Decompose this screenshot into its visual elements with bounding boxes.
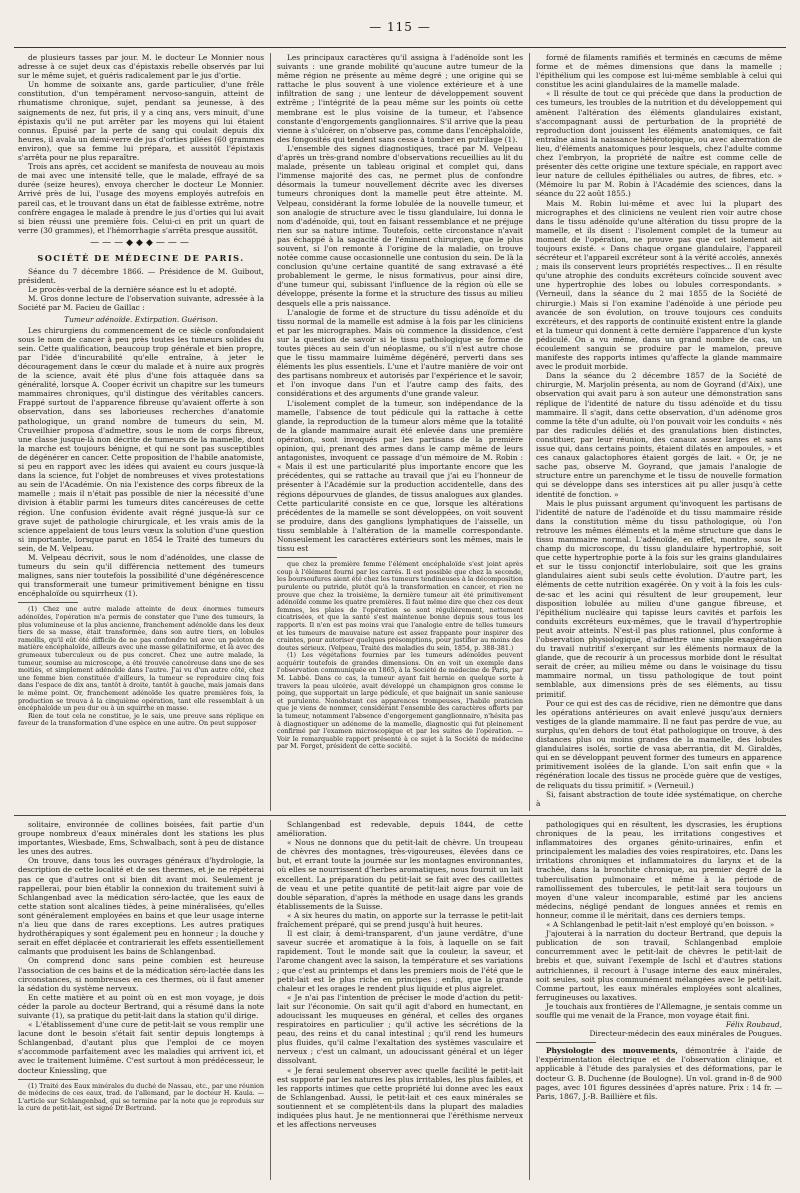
footnote-rule <box>277 557 337 558</box>
column-divider <box>529 53 530 811</box>
paragraph: « L'établissement d'une cure de petit-lait se vous remplir une lacune dont le besoin s'était fait sentir depuis longtemps à Schlangenbad, d'autant plus que l'emploi de ce moyen s'accommode parfaitement avec les maladies qui arrivent ici, et avec le traitement luimême. C'est surtout à mon prédécesseur, le docteur Kniessling, que <box>18 1020 264 1075</box>
upper-column-2 <box>277 53 523 811</box>
lower-column-1 <box>18 820 264 1180</box>
footnote: (1) Chez une autre malade atteinte de deux énormes tumeurs adénoïdes, l'opération m'a permis de constater que l'une des tumeurs, la plus volumineuse et la plus ancienne, franchement adénoïde dans les deux tiers de sa masse, était transformée, dans son autre tiers, en lobules ramollis, qu'il eût été difficile de ne pas confondre tel avec un peloton de matière encéphaloïde, ailleurs avec une masse gélatiniforme, et là avec des grumeaux tuberculeux ou de pus concret. Chez une autre malade, la tumeur, soumise au microscope, a été trouvée cancéreuse dans une de ses moitiés, et simplement adénoïde dans l'autre. J'ai vu d'un autre côté, chez une femme bien constituée d'ailleurs, la tumeur se reproduire cinq fois dans l'espace de dix ans, tantôt à droite, tantôt à gauche, mais jamais dans le même point. Or, franchement adénoïde les quatre premières fois, la production se trouva à la cinquième opération, tant elle ressemblait à un encéphaloïde un peu dur ou à un squirrhe en masse. <box>18 605 264 713</box>
paragraph: Dans la séance du 2 décembre 1857 de la Société de chirurgie, M. Marjolin présenta, au nom de Goyrand (d'Aix), une observation qui avait paru à son auteur une démonstration sans réplique de l'identité de nature du tissu adénoïde et du tissu mammaire. Il s'agit, dans cette observation, d'un adénome gros comme la tête d'un adulte, où l'on pouvait voir les conduits « nés par des radicules déliés et des granulations bien distinctes, constituer, par leur réunion, des canaux assez larges et sans issue qui, dans certains points, étaient dilatés en ampoules, » et ces canaux galactophores étaient gorgés de lait. « Or, je ne sache pas, observe M. Goyrand, que jamais l'analogie de structure entre un parenchyme et le tissu de nouvelle formation qui se développe dans ses interstices ait pu aller jusqu'à cette identité de fonction. » <box>536 371 782 499</box>
paragraph: pathologiques qui en résultent, les dyscrasies, les éruptions chroniques de la peau, les irritations congestives et inflammatoires des organes génito-urinaires, enfin et principalement les maladies des voies respiratoires, etc. Dans les irritations chroniques et inflammatoires du larynx et de la trachée, dans la bronchite chronique, au premier degré de la tuberculisation pulmonaire et même à la période de ramollissement des tubercules, le petit-lait sera toujours un moyen d'une valeur incomparable, estimé par les anciens médecins, négligé pendant de longues années et remis en honneur, comme il le méritait, dans ces derniers temps. <box>536 820 782 920</box>
paragraph: J'ajouterai à la narration du docteur Bertrand, que depuis la publication de son travail, Schlangenbad emploie concurremment avec le petit-lait de chèvres le petit-lait de brebis et que, suivant l'exemple de Ischl et d'autres stations autrichiennes, il recourt à l'usage interne des eaux minérales, soit seules, soit plus communément mélangées avec le petit-lait. Comme partout, les eaux minérales employées sont alcalines, ferrugineuses ou laxatives. <box>536 929 782 1002</box>
book-title: Physiologie des mouvements, <box>546 1046 678 1056</box>
paragraph: Les chirurgiens du commencement de ce siècle confondaient sous le nom de cancer à peu près toutes les tumeurs solides du sein. Cette qualification, beaucoup trop générale et bien propre, par l'idée d'incurabilité qu'elle entraîne, à jeter le découragement dans le cœur du malade et à nuire aux progrès de la science, avait été plus d'une fois attaquée dans sa généralité, lorsque A. Cooper écrivit un chapitre sur les tumeurs mammaires chroniques, qu'il distingue des véritables cancers. Frappé surtout de l'apparence fibreuse qu'avaient offerte à son observation, dans ses laborieuses recherches d'anatomie pathologique, un grand nombre de tumeurs du sein, M. Cruveilhier proposa d'admettre, sous le nom de corps fibreux, une classe jusque-là non décrite de tumeurs de la mamelle, dont la marche est toujours bénigne, et qui ne sont pas susceptibles de dégénérer en cancer. Cette proposition de l'habile anatomiste, si peu en rapport avec les idées qui avaient eu cours jusque-là dans la science, fut l'objet de nombreuses et vives protestations au sein de l'Académie. On nia l'existence des corps fibreux de la mamelle ; mais il n'était pas possible de nier la nécessité d'une division à établir parmi les tumeurs dites cancéreuses de cette région. Une confusion évidente avait régné jusque-là sur ce grave sujet de pathologie chirurgicale, et les vrais amis de la science appelaient de tous leurs vœux la solution d'une question si importante, lorsque parut en 1854 le Traité des tumeurs du sein, de M. Velpeau. <box>18 325 264 553</box>
author-title: Directeur-médecin des eaux minérales de Pougues. <box>589 1029 782 1039</box>
paragraph: Je touchais aux frontières de l'Allemagne, je sentais comme un souffle qui me venait de la France, mon voyage était fini. <box>536 1001 782 1020</box>
band-divider <box>14 815 786 816</box>
article-subtitle: Tumeur adénoïde. Extirpation. Guérison. <box>64 314 218 324</box>
column-divider <box>529 820 530 1180</box>
paragraph: « A six heures du matin, on apporte sur la terrasse le petit-lait fraîchement préparé, qui se prend jusqu'à huit heures. <box>277 910 523 930</box>
column-divider <box>270 820 271 1180</box>
footnote-rule <box>18 1079 78 1080</box>
section-title: SOCIÉTÉ DE MÉDECINE DE PARIS. <box>37 252 245 263</box>
paragraph: formé de filaments ramifiés et terminés en cæcums de même forme et de mêmes dimensions que dans la mamelle ; l'épithélium qui les compose est lui-même semblable à celui qui constitue les acini glandulaires de la mamelle malade. <box>536 53 782 90</box>
paragraph: M. Velpeau décrivit, sous le nom d'adénoïdes, une classe de tumeurs du sein qu'il différencia nettement des tumeurs malignes, sans nier toutefois la possibilité d'une dégénérescence qui transformerait une tumeur primitivement bénigne en tissu encéphaloïde ou squirrheux (1). <box>18 552 264 599</box>
paragraph: L'isolement complet de la tumeur, son indépendance de la mamelle, l'absence de tout pédicule qui la rattache à cette glande, la reproduction de la tumeur alors même que la totalité de la glande mammaire aurait été enlevée dans une première opération, sont invoqués par les partisans de la première opinion, qui, prenant des armes dans le camp même de leurs antagonistes, invoquent ce passage d'un mémoire de M. Robin : « Mais il est une particularité plus importante encore que les précédentes, qui se rattache au travail que j'ai eu l'honneur de présenter à l'Académie sur la production accidentelle, dans des régions dépourvues de glandes, de tissus analogues aux glandes. Cette particularité consiste en ce que, lorsque les altérations précédentes de la mamelle se sont développées, on voit souvent se produire, dans des ganglions lymphatiques de l'aisselle, un tissu semblable à l'altération de la mamelle correspondante. Nonseulement les caractères extérieurs sont les mêmes, mais le tissu est <box>277 398 523 554</box>
paragraph: « Il résulte de tout ce qui précède que dans la production de ces tumeurs, les troubles de la nutrition et du développement qui amènent l'altération des éléments glandulaires existant, s'accompagnant aussi de perturbation de la propriété de reproduction dont jouissent les éléments anatomiques, ce fait entraîne ainsi la naissance hétérotopique, ou avec aberration de lieu, d'éléments anatomiques pour lesquels, chez l'adulte comme chez l'embryon, la propriété de naître est comme celle de présenter dès cette origine une texture spéciale, en rapport avec leur nature de cellules épithéliales ou autres, de fibres, etc. » (Mémoire lu par M. Robin à l'Académie des sciences, dans la séance du 22 août 1855.) <box>536 89 782 199</box>
footnote: que chez la première femme l'élément encéphaloïde s'est joint après coup à l'élément fourni par les carrés. Il est possible que chez la seconde, les boursoufures aient été chez les tumeurs tendineuses à la décomposition purulente ou putride, plutôt qu'à la transformation en cancer, et rien ne prouve que chez la troisième, la dernière tumeur ait été primitivement adénoïde comme les quatre premières. Il faut même dire que chez ces deux femmes, les plaies de l'opération se sont régulièrement, nettement cicatrisées, et que la santé s'est maintenue bonne depuis sous tous les rapports. Il n'en est pas moins vrai que l'analogie entre de telles tumeurs et les tumeurs de mauvaise nature est assez frappante pour inspirer des craintes, pour autoriser quelques présomptions, pour justifier au moins des doutes sérieux. (Velpeau, Traité des maladies du sein, 1854, p. 388-381.) <box>277 560 523 652</box>
paragraph: solitaire, environnée de collines boisées, fait partie d'un groupe nombreux d'eaux minérales dont les stations les plus importantes, Wiesbade, Ems, Schwalbach, sont à peu de distance les unes des autres. <box>18 820 264 857</box>
paragraph: Mais le plus puissant argument qu'invoquent les partisans de l'identité de nature de l'adénoïde et du tissu mammaire réside dans la constitution même du tissu pathologique, où l'on retrouve les mêmes éléments et la même structure que dans le tissu mammaire normal. L'adénoïde, en effet, montre, sous le champ du microscope, du tissu glandulaire hypertrophié, soit que cette hypertrophie porte à la fois sur les grains glandulaires et sur le tissu conjonctif interlobulaire, soit que les grains glandulaires aient subi seuls cette évolution. D'autre part, les éléments de cette nutrition exagérée. On y voit à la fois les culs-de-sac et les acini qui résultent de leur groupement, leur disposition lobulée au milieu d'une gangue fibreuse, et l'épithélium nucléaire qui tapisse leurs cavités et parfois les conduits excréteurs eux-mêmes, que le travail d'hypertrophie peut avoir atteints. N'est-il pas plus rationnel, plus conforme à l'observation physiologique, d'admettre une simple exagération du travail nutritif s'exerçant sur les éléments normaux de la glande, que de recourir à un processus morbide dont le résultat serait de créer, au milieu même ou dans le voisinage du tissu mammaire normal, un tissu pathologique de tout point semblable, aux dimensions près de ses éléments, au tissu primitif. <box>536 498 782 699</box>
paragraph: L'analogie de forme et de structure du tissu adénoïde et du tissu normal de la mamelle est admise à la fois par les cliniciens et par les micrographes. Mais où commence la dissidence, c'est sur la question de savoir si le tissu pathologique se forme de toutes pièces au sein d'un néoplasme, ou s'il n'est autre chose que le tissu mammaire luimême dégénéré, perverti dans ses éléments les plus essentiels. L'une et l'autre manière de voir ont des partisans nombreux et autorisés par l'expérience et le savoir, et l'on invoque dans l'un et l'autre camp des faits, des considérations et des arguments d'une grande valeur. <box>277 307 523 399</box>
upper-column-1 <box>18 53 264 811</box>
page-number: — 115 — <box>369 20 431 34</box>
paragraph: Le procès-verbal de la dernière séance est lu et adopté. <box>28 285 237 295</box>
footnote: (1) Les végétations fournies par les tumeurs adénoïdes peuvent acquérir toutefois de grandes dimensions. On en voit un exemple dans l'observation communiquée en 1865, à la Société de médecine de Paris, par M. Labbé. Dans ce cas, la tumeur ayant fait hernie en quelque sorte à travers la peau ulcérée, avait développé un champignon gros comme le poing, que supportait un large pédicule, et que baignait un sanie sanieuse et purulente. Nonobstant ces apparences trompeuses, l'habile praticien que je viens de nommer, considérant l'ensemble des caractères offerts par la tumeur, notamment l'absence d'engorgement ganglionnaire, n'hésita pas à diagnostiquer un adénome de la mamelle, diagnostic qui fut pleinement confirmé par l'examen microscopique et par les suites de l'opération. — Voir le remarquable rapport présenté à ce sujet à la Société de médecine par M. Forget, président de cette société. <box>277 651 523 751</box>
lower-column-2 <box>277 820 523 1180</box>
paragraph: Schlangenbad est redevable, depuis 1844, de cette amélioration. <box>277 820 523 839</box>
paragraph: Si, faisant abstraction de toute idée systématique, on cherche à <box>536 789 782 808</box>
author-signature: Félix Roubaud, <box>725 1020 782 1030</box>
column-divider <box>270 53 271 811</box>
paragraph: « A Schlangenbad le petit-lait n'est employé qu'en boisson. » <box>546 920 775 930</box>
paragraph: « Nous ne donnons que du petit-lait de chèvre. Un troupeau de chèvres des montagnes, très-vigoureuses, élevées dans ce but, et errant toute la journée sur les montagnes environnantes, où elles se nourrissent d'herbes aromatiques, nous fournit un lait excellent. La préparation du petit-lait se fait avec des caillettes de veau et une petite quantité de petit-lait aigre par voie de double séparation, d'après la méthode en usage dans les grands établissements de la Suisse. <box>277 838 523 911</box>
paragraph: « Je ferai seulement observer avec quelle facilité le petit-lait est supporté par les natures les plus irritables, les plus faibles, et les rapports intimes que cette propriété lui donne avec les eaux de Schlangenbad. Aussi, le petit-lait et ces eaux minérales se soutiennent et se complètent-ils dans la plupart des maladies indiquées plus haut. Je ne mentionnerai que l'éréthisme nerveux et les affections nerveuses <box>277 1065 523 1130</box>
paragraph: L'ensemble des signes diagnostiques, tracé par M. Velpeau d'après un très-grand nombre d'observations recueillies au lit du malade, présente un tableau original et complet qui, dans l'immense majorité des cas, ne permet plus de confondre désormais la tumeur nouvellement décrite avec les diverses tumeurs chroniques dont la mamelle peut être atteinte. M. Velpeau, considérant la forme lobulée de la nouvelle tumeur, et son analogie de structure avec le tissu glandulaire, lui donna le nom d'adénoïde, qui, tout en faisant ressemblance et ne préjuge rien sur sa nature intime. Toutefois, cette circonstance n'avait pas échappé à la sagacité de l'éminent chirurgien, que le plus souvent, si l'on remonte à l'origine de la maladie, on trouve notée comme cause occasionnelle une contusion du sein. De là la conclusion qu'une certaine quantité de sang extravasé a été probablement le germe, le nisus formativus, pour ainsi dire, d'une tumeur qui, subissant l'influence de la région où elle se développe, présente la forme et la structure des tissus au milieu desquels elle a pris naissance. <box>277 143 523 308</box>
paragraph: On comprend donc sans peine combien est heureuse l'association de ces bains et de la médication séro-lactée dans les circonstances, si nombreuses en ces thermes, où il faut amener la sédation du système nerveux. <box>18 956 264 993</box>
section-rule <box>536 1042 596 1043</box>
section-ornament: ———◆◆◆——— <box>90 237 192 248</box>
paragraph: Trois ans après, cet accident se manifesta de nouveau au mois de mai avec une intensité telle, que le malade, effrayé de sa durée (seize heures), envoya chercher le docteur Le Monnier. Arrivé près de lui, l'usage des moyens employés autrefois en pareil cas, et le trouvant dans un état de faiblesse extrême, notre confrère engagea le malade à prendre le jus d'orties qui lui avait si bien réussi une première fois. Celui-ci en prit un quart de verre (30 grammes), et l'hémorrhagie s'arrêta presque aussitôt. <box>18 162 264 235</box>
footnote: Rien de tout cela ne constitue, je le sais, une preuve sans réplique en faveur de la transformation d'une espèce en une autre. On peut supposer <box>18 711 264 728</box>
paragraph: En cette matière et au point où en est mon voyage, je dois céder la parole au docteur Bertrand, qui a résumé dans la note suivante (1), sa pratique du petit-lait dans la station qu'il dirige. <box>18 992 264 1020</box>
paragraph: Les principaux caractères qu'il assigna à l'adénoïde sont les suivants : une grande mobilité qu'aucune autre tumeur de la même région ne présente au même degré ; une origine qui se rattache le plus souvent à une violence extérieure et à une infiltration de sang ; une lenteur de développement souvent extrême ; l'intégrité de la peau même sur les points où cette membrane est le plus voisine de la tumeur, et l'absence constante d'engorgements ganglionnaires. S'il arrive que la peau vienne à s'ulcérer, on n'observe pas, comme dans l'encéphaloïde, des fongosités qui tendent sans cesse à tomber en putrilage (1). <box>277 53 523 144</box>
paragraph: de plusieurs tasses par jour. M. le docteur Le Monnier nous adresse à ce sujet deux cas d'épistaxis rebelle observés par lui sur le même sujet, et guéris radicalement par le jus d'ortie. <box>18 53 264 81</box>
paragraph: « Je n'ai pas l'intention de préciser le mode d'action du petit-lait sur l'économie. On sait qu'il agit d'abord en humectant, en adoucissant les muqueuses en général, et celles des organes respiratoires en particulier ; qu'il active les sécrétions de la peau, des reins et du canal intestinal ; qu'il rend les humeurs plus fluides, qu'il calme l'exaltation des systèmes vasculaire et nerveux ; c'est un calmant, un adoucissant général et un léger dissolvant. <box>277 992 523 1066</box>
lower-column-3 <box>536 820 782 1180</box>
upper-column-3 <box>536 53 782 811</box>
paragraph: Il est clair, à demi-transparent, d'un jaune verdâtre, d'une saveur sucrée et aromatique à la fois, à laquelle on se fait rapidement. Tout le monde sait que la couleur, la saveur, et l'arome changent avec la saison, la température et ses variations ; que c'est au printemps et dans les premiers mois de l'été que le petit-lait est le plus riche en principes ; enfin, que la grande chaleur et les orages le rendent plus liquide et plus aigrelet. <box>277 929 523 993</box>
paragraph: M. Gros donne lecture de l'observation suivante, adressée à la Société par M. Facieu de Gaillac : <box>18 294 264 313</box>
paragraph: On trouve, dans tous les ouvrages généraux d'hydrologie, la description de cette localité et de ses thermes, et je ne répéterai pas ce que d'autres ont si bien dit avant moi. Seulement je rappellerai, pour bien établir la connexion du traitement suivi à Schlangenbad avec la médication séro-lactée, que les eaux de cette station sont alcalines tièdes, à peine minéralisées, qu'elles sont généralement employées en bains et que leur usage interne n'a lieu que dans de rares exceptions. Les autres pratiques hydrothérapiques y sont également peu en honneur ; la douche y serait en effet déplacée et contrarierait les effets essentiellement calmants que produisent les bains de Schlangenbad. <box>18 856 264 957</box>
session-line: Séance du 7 décembre 1866. — Présidence de M. Guibout, président. <box>18 267 264 286</box>
book-description: démontrée à l'aide de l'expérimentation électrique et de l'observation clinique, et applicable à l'étude des paralysies et des déformations, par le docteur G. B. Duchenne (de Boulogne). Un vol. grand in-8 de 900 pages, avec 101 figures dessinées d'après nature. Prix : 14 fr. — Paris, 1867, J.-B. Baillière et fils. <box>536 1046 782 1101</box>
footnote-rule <box>18 602 78 603</box>
bibliography-entry <box>536 1046 782 1101</box>
paragraph: Mais M. Robin lui-même et avec lui la plupart des micrographes et des cliniciens ne veulent rien voir autre chose dans le tissu adénoïde qu'une altération du tissu propre de la mamelle, et ils disent : l'isolement complet de la tumeur au moment de l'opération, ne prouve pas que cet isolement ait toujours existé. « Dans chaque organe glandulaire, l'appareil sécréteur et l'appareil excréteur sont à la vérité accolés, annexés ; mais ils conservent leurs propriétés respectives... Il en résulte qu'une atrophie des conduits excréteurs coïncide souvent avec une hypertrophie des lobes ou lobules correspondants. » (Verneuil, dans la séance du 2 mai 1855 de la Société de chirurgie.) Mais si l'on examine l'adénoïde à une période peu avancée de son évolution, on trouve toujours ces conduits excréteurs, et des rapports de continuité existent entre la glande et la tumeur qui donnent à cette dernière l'apparence d'un kyste pédiculé. On a vu même, dans un grand nombre de cas, un écoulement sanguin se produire par le mamelon, preuve manifeste des rapports intimes qu'affecte la glande mammaire avec le produit morbide. <box>536 198 782 372</box>
paragraph: Un homme de soixante ans, garde particulier, d'une frêle constitution, d'un tempérament nervoso-sanguin, atteint de rhumatisme chronique, sujet, pendant sa jeunesse, à des saignements de nez, fut pris, il y a cinq ans, vers minuit, d'une épistaxis qu'il ne put arrêter par les moyens qui lui étaient connus. Épuisé par la perte de sang qui coulait depuis dix heures, il avala un demi-verre de jus d'orties pilées (60 grammes environ), que sa femme lui prépara, et aussitôt l'épistaxis s'arrêta pour ne plus reparaître. <box>18 80 264 163</box>
header-rule <box>14 47 786 48</box>
paragraph: Pour ce qui est des cas de récidive, rien ne démontre que dans les opérations antérieures on avait enlevé jusqu'aux derniers vestiges de la glande mammaire. Il ne faut pas perdre de vue, au surplus, qu'en dehors de tout état pathologique on trouve, à des distances plus ou moins grandes de la mamelle, des lobules glandulaires isolés, sortie de vasa aberrantia, dit M. Giraldès, qui en se développant peuvent former des tumeurs en apparence primitivement isolées de la glande. L'on sait enfin que « la régénération locale des tissus ne procède guère que de vestiges, de reliquats du tissu primitif. » (Verneuil.) <box>536 698 782 790</box>
footnote: (1) Traité des Eaux minérales du duché de Nassau, etc., par une réunion de médecins de ces eaux, trad. de l'allemand, par le docteur H. Kaula. — L'article sur Schlangenbad, qui se termine par la note que je reproduis sur la cure de petit-lait, est signé Dr Bertrand. <box>18 1081 264 1113</box>
